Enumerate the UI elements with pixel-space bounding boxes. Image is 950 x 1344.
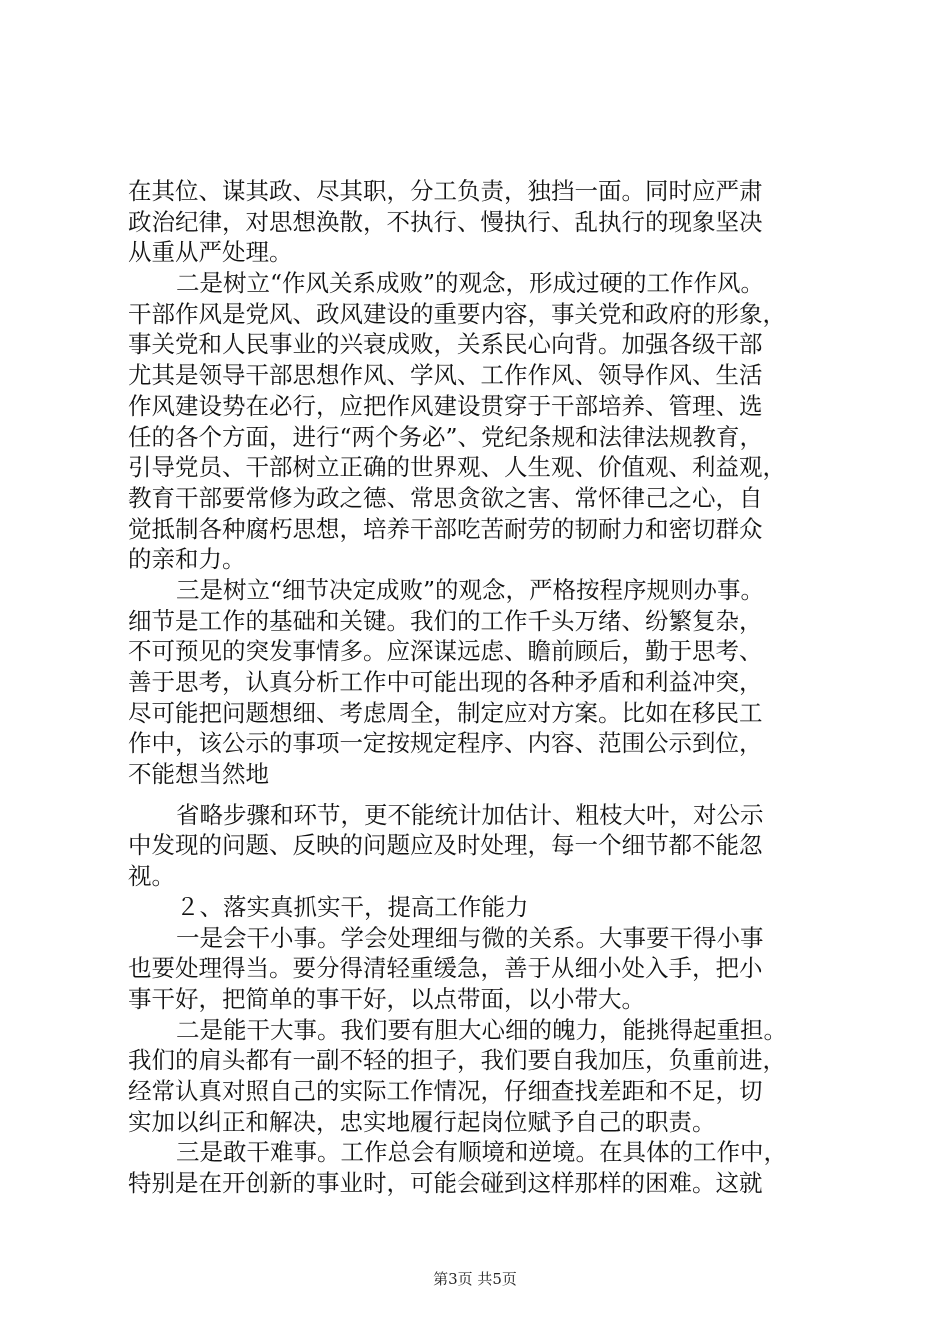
text-line: 作中，该公示的事项一定按规定程序、内容、范围公示到位，	[128, 729, 763, 758]
text-line: 中发现的问题、反映的问题应及时处理，每一个细节都不能忽	[128, 831, 763, 860]
text-line: 事关党和人民事业的兴衰成败，关系民心向背。加强各级干部	[128, 330, 763, 359]
text-line: 政治纪律，对思想涣散，不执行、慢执行、乱执行的现象坚决	[128, 207, 763, 236]
text-line: 尤其是领导干部思想作风、学风、工作作风、领导作风、生活	[128, 361, 763, 390]
text-line: 也要处理得当。要分得清轻重缓急，善于从细小处入手，把小	[128, 954, 763, 983]
text-line: 三是敢干难事。工作总会有顺境和逆境。在具体的工作中，	[176, 1138, 787, 1167]
text-line: 二是树立“作风关系成败”的观念，形成过硬的工作作风。	[176, 269, 765, 298]
text-line: 特别是在开创新的事业时，可能会碰到这样那样的困难。这就	[128, 1169, 763, 1197]
text-line: 觉抵制各种腐朽思想，培养干部吃苦耐劳的韧耐力和密切群众	[128, 514, 763, 543]
text-line: 二是能干大事。我们要有胆大心细的魄力，能挑得起重担。	[176, 1015, 787, 1044]
document-body	[128, 176, 848, 1199]
text-line: 细节是工作的基础和关键。我们的工作千头万绪、纷繁复杂，	[128, 606, 763, 635]
text-line: 三是树立“细节决定成败”的观念，严格按程序规则办事。	[176, 575, 765, 604]
text-line: 省略步骤和环节，更不能统计加估计、粗枝大叶，对公示	[176, 800, 764, 829]
text-line: 一是会干小事。学会处理细与微的关系。大事要干得小事	[176, 923, 764, 952]
text-line: 作风建设势在必行，应把作风建设贯穿于干部培养、管理、选	[128, 391, 763, 420]
text-line: 我们的肩头都有一副不轻的担子，我们要自我加压，负重前进，	[128, 1046, 786, 1075]
text-line: 经常认真对照自己的实际工作情况，仔细查找差距和不足，切	[128, 1076, 763, 1105]
text-line: 尽可能把问题想细、考虑周全，制定应对方案。比如在移民工	[128, 698, 763, 727]
text-line: ２、落实真抓实干，提高工作能力	[176, 892, 529, 921]
text-line: 不能想当然地	[128, 760, 269, 789]
text-line: 的亲和力。	[128, 545, 246, 574]
text-line: 从重从严处理。	[128, 238, 293, 267]
text-line: 事干好，把简单的事干好，以点带面，以小带大。	[128, 984, 645, 1013]
text-line: 干部作风是党风、政风建设的重要内容，事关党和政府的形象，	[128, 299, 786, 328]
text-line: 教育干部要常修为政之德、常思贪欲之害、常怀律己之心，自	[128, 483, 763, 512]
text-line: 视。	[128, 862, 175, 891]
text-line: 实加以纠正和解决，忠实地履行起岗位赋予自己的职责。	[128, 1107, 716, 1136]
text-line: 善于思考，认真分析工作中可能出现的各种矛盾和利益冲突，	[128, 668, 763, 696]
text-line: 引导党员、干部树立正确的世界观、人生观、价值观、利益观，	[128, 453, 786, 482]
page-footer: 第3页 共5页	[433, 1270, 517, 1288]
text-line: 不可预见的突发事情多。应深谋远虑、瞻前顾后，勤于思考、	[128, 637, 763, 666]
text-line: 在其位、谋其政、尽其职，分工负责，独挡一面。同时应严肃	[128, 177, 763, 205]
text-line: 任的各个方面，进行“两个务必”、党纪条规和法律法规教育，	[128, 422, 764, 451]
